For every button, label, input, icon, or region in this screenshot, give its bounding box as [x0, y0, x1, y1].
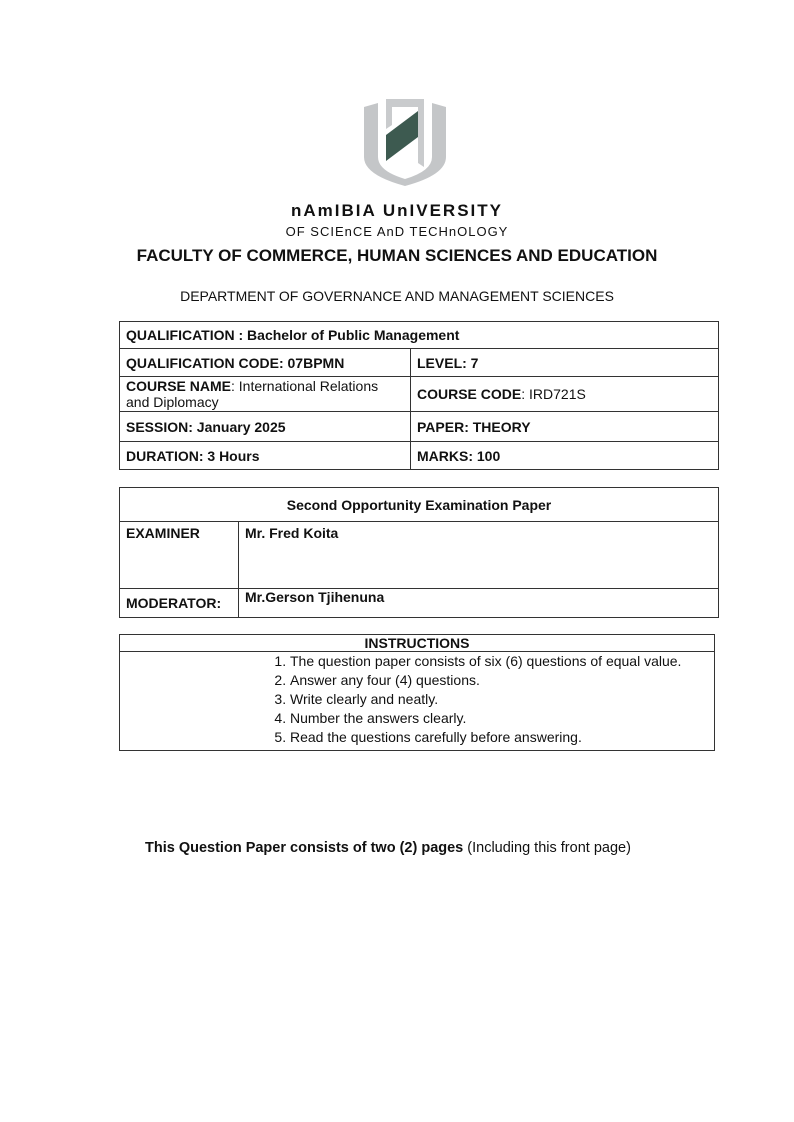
paper: PAPER: THEORY [417, 418, 531, 435]
duration: DURATION: 3 Hours [126, 447, 260, 464]
examiner-name: Mr. Fred Koita [245, 525, 339, 541]
instruction-item: 3. Write clearly and neatly. [290, 690, 708, 709]
course-code: : IRD721S [521, 386, 586, 402]
instructions-list [126, 652, 708, 747]
course-code-label: COURSE CODE [417, 386, 522, 402]
university-name: nAmIBIA UnIVERSITY [291, 201, 503, 220]
level: LEVEL: 7 [417, 354, 479, 371]
course-name-label: COURSE NAME [126, 378, 232, 394]
course-name: : International Relations and Diplomacy [126, 378, 379, 410]
qualification: QUALIFICATION : Bachelor of Public Management [126, 327, 460, 343]
nust-logo [360, 95, 450, 187]
moderator-name: Mr.Gerson Tjihenuna [245, 589, 385, 605]
moderator-label: MODERATOR: [126, 595, 222, 611]
session: SESSION: January 2025 [126, 418, 286, 435]
page-count-normal: (Including this front page) [463, 840, 631, 856]
examiner-table [119, 487, 719, 618]
instructions-table [119, 634, 715, 751]
qualification-code: QUALIFICATION CODE: 07BPMN [126, 354, 345, 371]
faculty-title: FACULTY OF COMMERCE, HUMAN SCIENCES AND EDUCATION [136, 246, 658, 265]
instructions-title: INSTRUCTIONS [364, 635, 470, 651]
course-details-table [119, 321, 719, 470]
page-count-bold: This Question Paper consists of two (2) pages [145, 840, 464, 856]
instruction-item: 5. Read the questions carefully before answering. [290, 728, 708, 747]
examiner-label: EXAMINER [126, 525, 200, 541]
exam-title: Second Opportunity Examination Paper [286, 496, 552, 513]
page-count-note [145, 840, 631, 856]
instruction-item: 4. Number the answers clearly. [290, 709, 708, 728]
instruction-item: 2. Answer any four (4) questions. [290, 671, 708, 690]
marks: MARKS: 100 [417, 447, 501, 464]
instruction-item: 1. The question paper consists of six (6) questions of equal value. [290, 652, 708, 671]
university-subtitle: OF SCIEnCE AnD TECHnOLOGY [285, 224, 509, 239]
department-title: DEPARTMENT OF GOVERNANCE AND MANAGEMENT SCIENCES [180, 288, 614, 304]
